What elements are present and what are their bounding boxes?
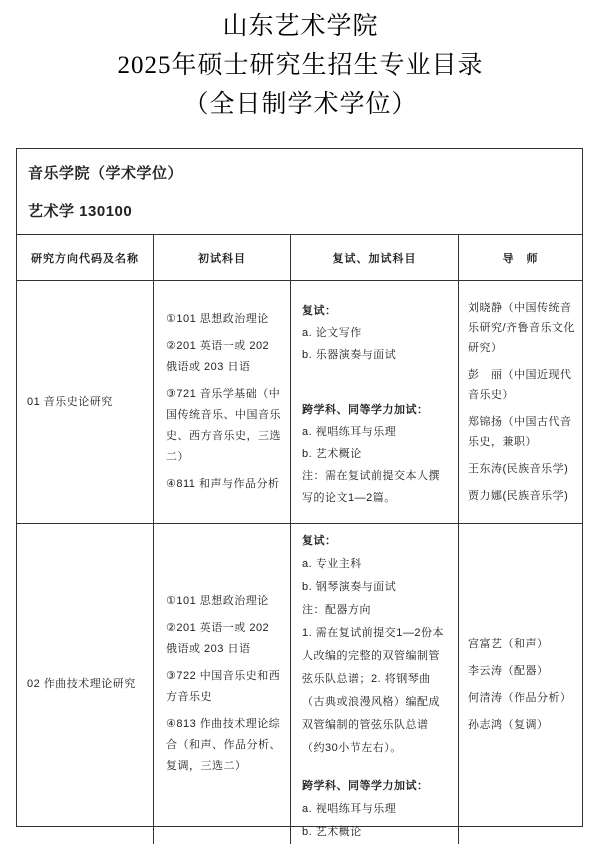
direction-label: 01 音乐史论研究 <box>27 395 113 408</box>
extra-test-heading: 跨学科、同等学力加试： <box>302 404 429 416</box>
retest-heading: 复试： <box>302 305 337 317</box>
retest-note-title: 注：配器方向 <box>302 604 371 616</box>
retest-heading: 复试： <box>302 535 337 547</box>
initial-subject: ②201 英语一或 202 俄语或 203 日语 <box>166 340 270 373</box>
advisor: 宫富艺（和声） <box>468 637 549 650</box>
direction-label: 02 作曲技术理论研究 <box>27 677 136 690</box>
initial-subject: ①101 思想政治理论 <box>166 313 269 325</box>
retest-item: a. 论文写作 <box>302 327 362 339</box>
major-name-and-code: 艺术学 130100 <box>28 203 133 220</box>
extra-test-item: a. 视唱练耳与乐理 <box>302 803 397 815</box>
direction-cell <box>17 281 154 523</box>
section-header-cell <box>17 149 582 235</box>
block-gap <box>302 760 450 775</box>
column-header-row <box>17 235 582 281</box>
advisor: 何清涛（作品分析） <box>468 691 572 704</box>
initial-subject: ②201 英语一或 202 俄语或 203 日语 <box>166 622 270 655</box>
advisor: 郑锦扬（中国古代音乐史，兼职） <box>468 416 572 448</box>
extra-test-item: a. 视唱练耳与乐理 <box>302 426 397 438</box>
block-gap <box>302 366 450 399</box>
admission-catalog-table <box>16 148 583 838</box>
initial-subjects-cell <box>154 524 291 844</box>
extra-test-item: b. 艺术概论 <box>302 448 362 460</box>
retest-note-body: 1. 需在复试前提交1—2份本人改编的完整的双管编制管弦乐队总谱；2. 将钢琴曲（古典或浪漫风格）编配成双管编制的管弦乐队总谱（约30小节左右）。 <box>302 627 444 754</box>
advisors-cell <box>459 281 582 523</box>
retest-item: b. 钢琴演奏与面试 <box>302 581 397 593</box>
initial-subjects-cell <box>154 281 291 523</box>
school-name: 音乐学院（学术学位） <box>28 165 184 182</box>
direction-cell <box>17 524 154 844</box>
column-header-retest: 复试、加试科目 <box>291 235 459 280</box>
initial-subject: ④811 和声与作品分析 <box>166 478 280 490</box>
title-line-catalog: 2025年硕士研究生招生专业目录 <box>117 52 484 79</box>
retest-note: 注：需在复试前提交本人撰写的论文1—2篇。 <box>302 470 440 504</box>
initial-subject: ①101 思想政治理论 <box>166 595 269 607</box>
initial-subject: ③722 中国音乐史和西方音乐史 <box>166 670 281 703</box>
initial-subject: ③721 音乐学基础（中国传统音乐、中国音乐史、西方音乐史，三选二） <box>166 388 281 463</box>
title-line-degree-type: （全日制学术学位） <box>183 91 418 118</box>
extra-test-heading: 跨学科、同等学力加试： <box>302 780 429 792</box>
extra-test-item: b. 艺术概论 <box>302 826 362 838</box>
table-row <box>17 524 582 838</box>
table-row <box>17 281 582 524</box>
advisor: 彭 丽（中国近现代音乐史） <box>468 369 572 401</box>
retest-subjects-cell <box>291 281 459 523</box>
advisor: 刘晓静（中国传统音乐研究/齐鲁音乐文化研究） <box>468 302 576 354</box>
retest-subjects-cell <box>291 524 459 844</box>
retest-item: a. 专业主科 <box>302 558 362 570</box>
advisor: 贾力娜(民族音乐学) <box>468 490 569 502</box>
initial-subject: ④813 作曲技术理论综合（和声、作品分析、复调，三选二） <box>166 718 281 772</box>
title-line-university: 山东艺术学院 <box>222 13 379 40</box>
column-header-advisor: 导 师 <box>502 252 539 265</box>
document-title <box>0 7 601 124</box>
advisor: 李云涛（配器） <box>468 664 549 677</box>
advisors-cell <box>459 524 582 844</box>
advisor: 孙志鸿（复调） <box>468 718 549 731</box>
advisor: 王东涛(民族音乐学) <box>468 463 569 475</box>
column-header-initial-exam: 初试科目 <box>154 235 291 280</box>
retest-item: b. 乐器演奏与面试 <box>302 349 397 361</box>
column-header-direction: 研究方向代码及名称 <box>17 235 154 280</box>
